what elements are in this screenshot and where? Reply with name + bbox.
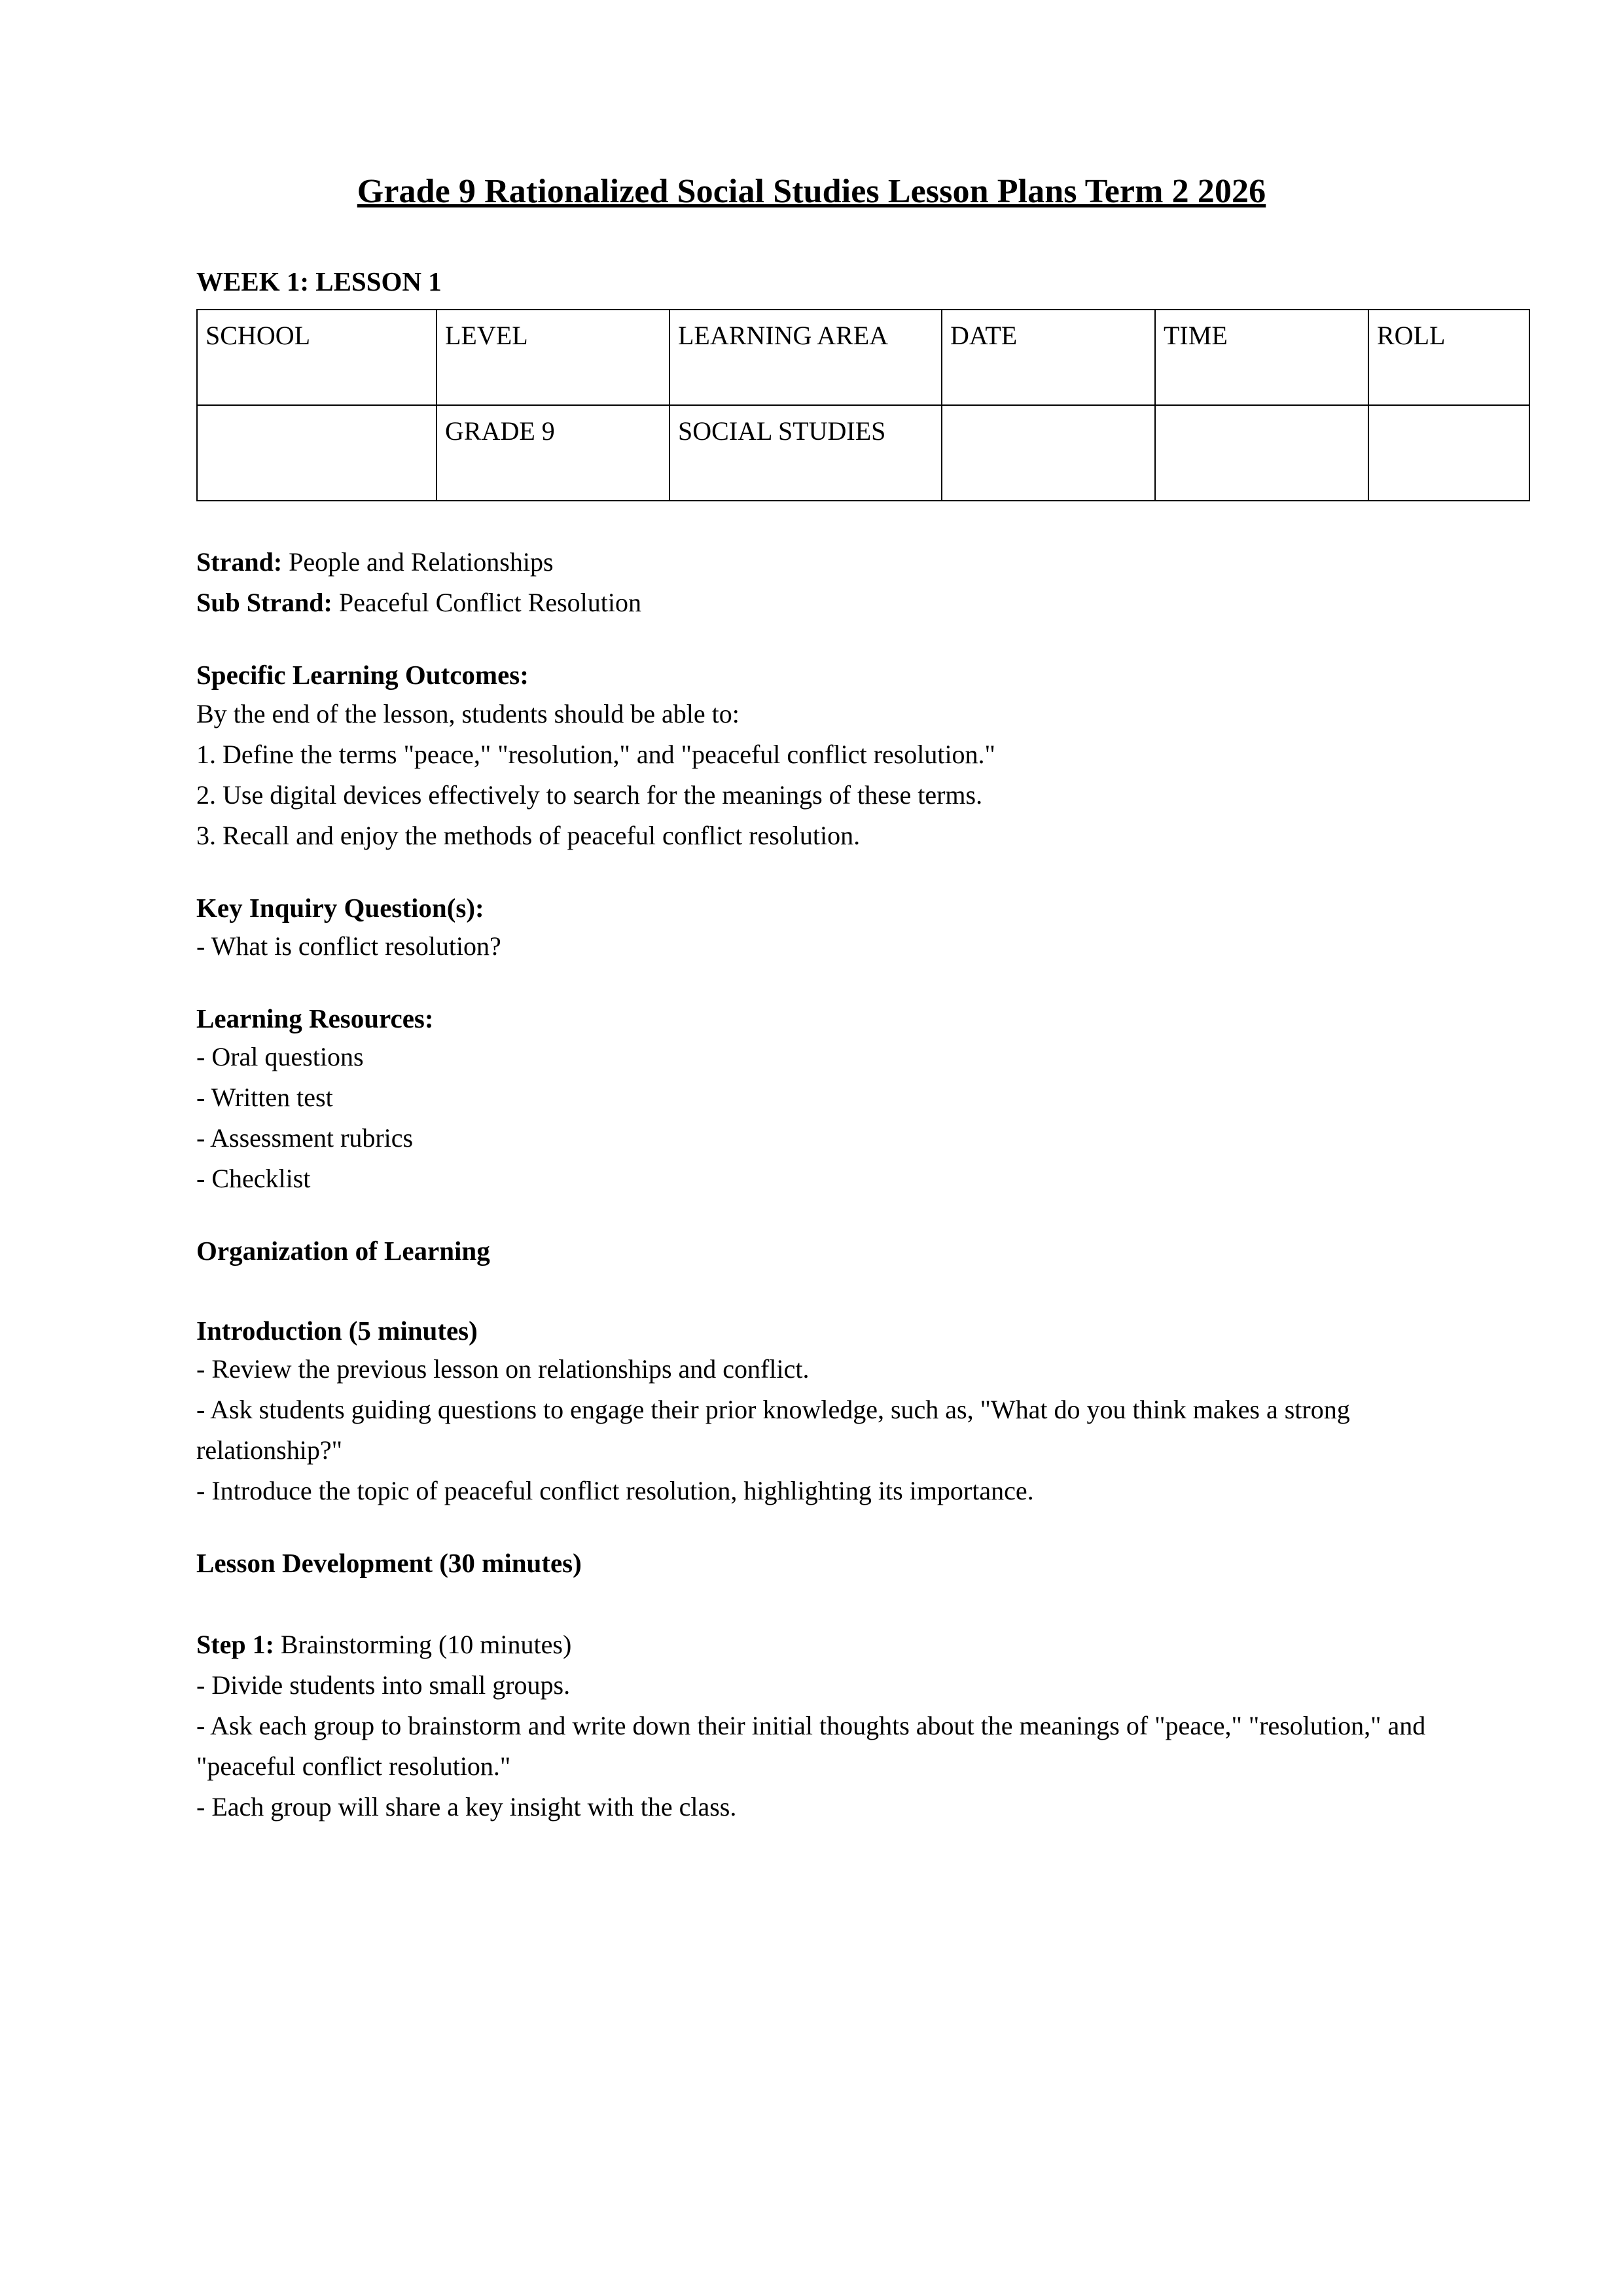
step-1-item: - Ask each group to brainstorm and write down their initial thoughts about the meanings of "peace," "resolution," and "peaceful conflict resolution." — [196, 1711, 1426, 1782]
organization-heading: Organization of Learning — [196, 1236, 490, 1266]
table-header-date: DATE — [942, 310, 1155, 405]
introduction-item: - Review the previous lesson on relationships and conflict. — [196, 1354, 810, 1384]
table-cell-level: GRADE 9 — [437, 405, 669, 501]
introduction-item: - Introduce the topic of peaceful conflict resolution, highlighting its importance. — [196, 1476, 1034, 1506]
introduction-block — [196, 1313, 1427, 1511]
sub-strand-value: Peaceful Conflict Resolution — [332, 588, 642, 618]
table-cell-roll — [1368, 405, 1529, 501]
inquiry-item: - What is conflict resolution? — [196, 931, 501, 961]
table-row-values — [197, 405, 1529, 501]
step-1-title — [196, 1624, 1427, 1665]
step-1-item: - Divide students into small groups. — [196, 1670, 571, 1700]
learning-resources-block — [196, 1001, 1427, 1199]
outcomes-heading: Specific Learning Outcomes: — [196, 660, 529, 691]
step-1-block — [196, 1624, 1427, 1827]
table-header-roll: ROLL — [1368, 310, 1529, 405]
strand-value: People and Relationships — [282, 547, 554, 577]
outcomes-intro: By the end of the lesson, students should be able to: — [196, 698, 740, 728]
strand-line — [196, 542, 1427, 583]
resource-item: - Checklist — [196, 1164, 311, 1194]
sub-strand-label: Sub Strand: — [196, 588, 332, 618]
introduction-heading: Introduction (5 minutes) — [196, 1315, 478, 1346]
lesson-info-table — [196, 309, 1530, 501]
learning-outcomes-block — [196, 657, 1427, 855]
table-cell-date — [942, 405, 1155, 501]
table-header-time: TIME — [1155, 310, 1368, 405]
step-1-label: Step 1: — [196, 1630, 274, 1660]
table-cell-time — [1155, 405, 1368, 501]
outcome-item: 1. Define the terms "peace," "resolution," and "peaceful conflict resolution." — [196, 739, 995, 769]
step-1-value: Brainstorming (10 minutes) — [274, 1630, 572, 1660]
resources-heading: Learning Resources: — [196, 1003, 434, 1034]
table-cell-learning-area: SOCIAL STUDIES — [669, 405, 942, 501]
strand-label: Strand: — [196, 547, 283, 577]
resource-item: - Oral questions — [196, 1042, 364, 1072]
inquiry-heading: Key Inquiry Question(s): — [196, 892, 484, 923]
resource-item: - Assessment rubrics — [196, 1123, 414, 1153]
resource-item: - Written test — [196, 1083, 333, 1113]
outcome-item: 2. Use digital devices effectively to search for the meanings of these terms. — [196, 780, 983, 810]
lesson-development-heading: Lesson Development (30 minutes) — [196, 1548, 582, 1579]
table-cell-school — [197, 405, 437, 501]
key-inquiry-block — [196, 890, 1427, 967]
introduction-item: - Ask students guiding questions to engage their prior knowledge, such as, "What do you think makes a strong relationship?" — [196, 1395, 1350, 1465]
outcome-item: 3. Recall and enjoy the methods of peaceful conflict resolution. — [196, 820, 861, 850]
table-row-headers — [197, 310, 1529, 405]
strand-block — [196, 542, 1427, 623]
table-header-level: LEVEL — [437, 310, 669, 405]
step-1-item: - Each group will share a key insight with the class. — [196, 1792, 737, 1822]
table-header-learning-area: LEARNING AREA — [669, 310, 942, 405]
week-lesson-heading: WEEK 1: LESSON 1 — [196, 266, 442, 296]
sub-strand-line — [196, 583, 1427, 623]
page-title: Grade 9 Rationalized Social Studies Lesson Plans Term 2 2026 — [357, 173, 1266, 210]
table-header-school: SCHOOL — [197, 310, 437, 405]
